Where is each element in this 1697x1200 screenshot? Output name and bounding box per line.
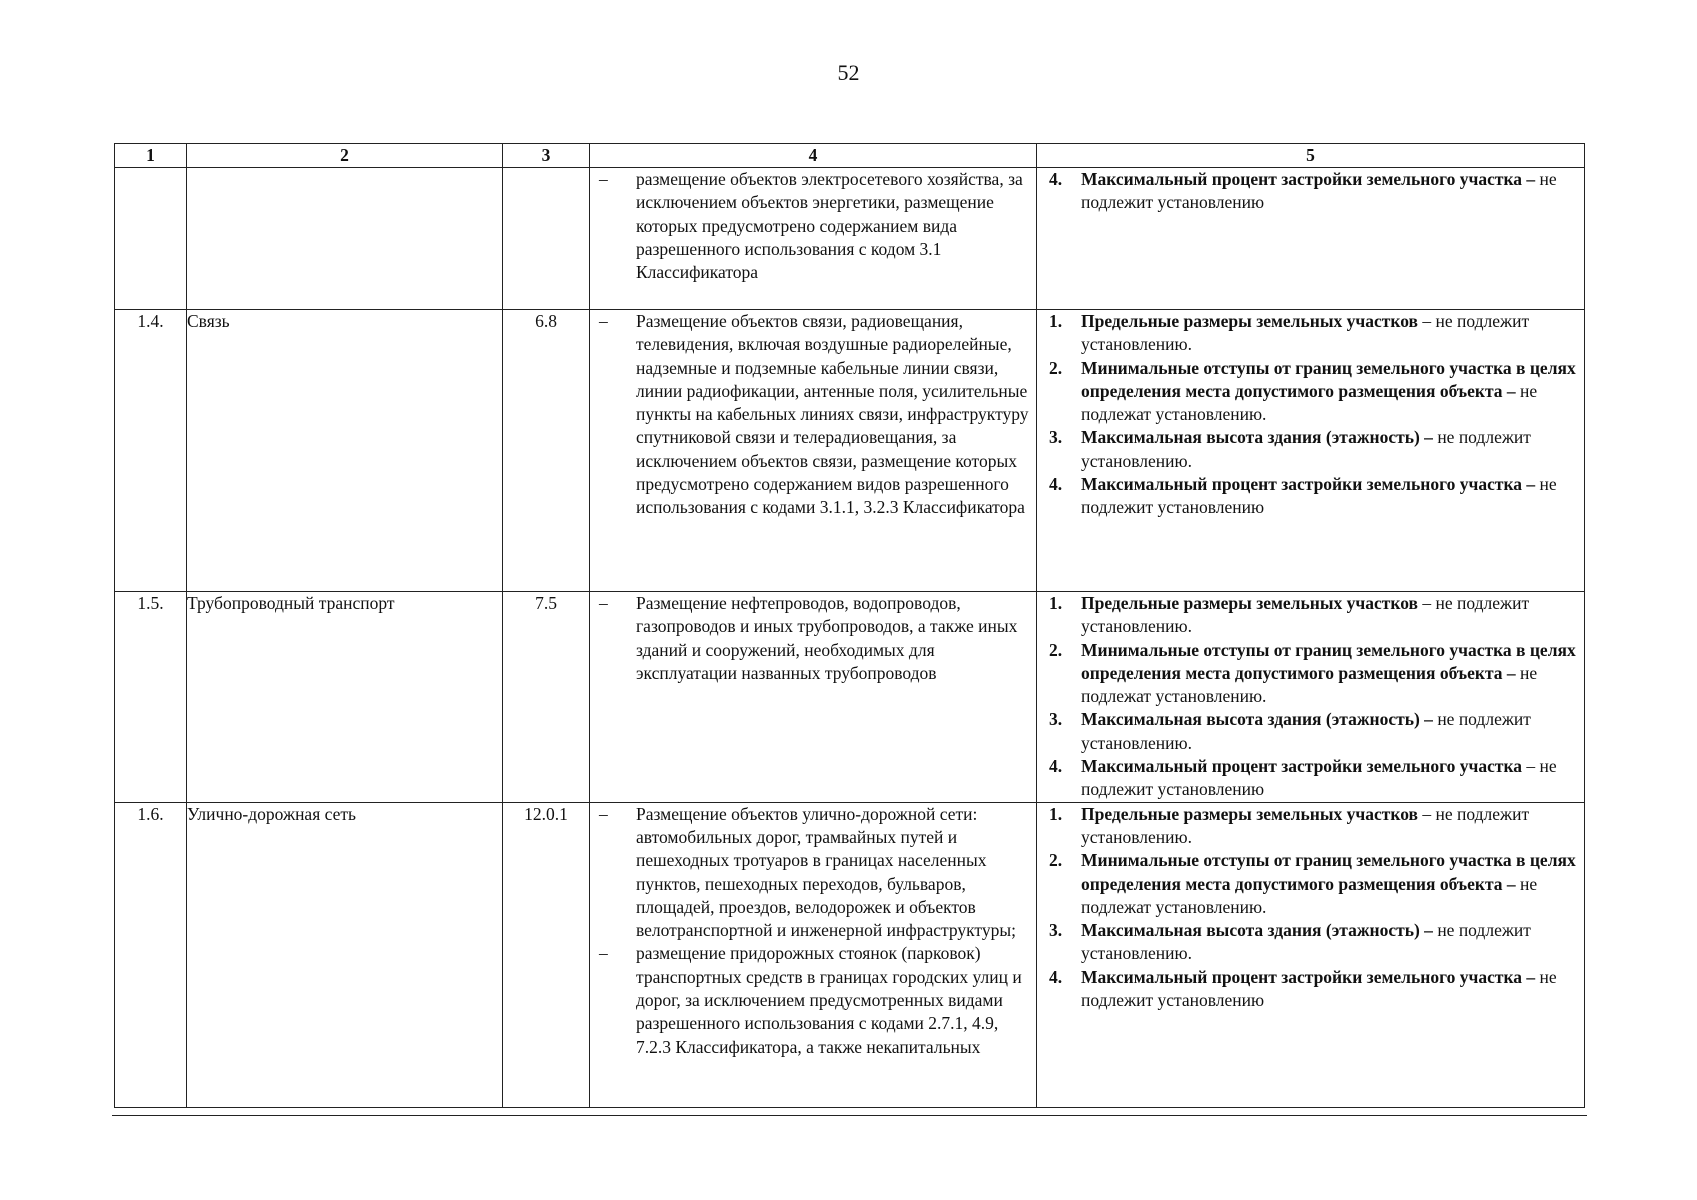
column-header: 2	[187, 144, 503, 168]
parameter-number: 4.	[1049, 169, 1063, 189]
use-type-name: Связь	[187, 310, 503, 592]
building-parameters	[1037, 592, 1585, 803]
parameter-item	[1037, 473, 1584, 520]
dash-bullet-icon: –	[599, 943, 608, 964]
parameter-value: не подлежит установлению	[1081, 966, 1557, 1011]
parameter-number: 3.	[1049, 920, 1063, 941]
parameter-number: 2.	[1049, 357, 1063, 378]
use-type-name: Улично-дорожная сеть	[187, 802, 503, 1107]
parameter-item	[1037, 310, 1584, 357]
use-type-name	[187, 168, 503, 310]
parameter-value: не подлежит установлению	[1081, 474, 1557, 518]
dash-bullet-icon: –	[599, 169, 608, 189]
parameter-title: Максимальный процент застройки земельного участка –	[1081, 169, 1536, 189]
row-number: 1.5.	[115, 592, 187, 803]
parameter-title: Максимальный процент застройки земельного участка –	[1081, 966, 1536, 987]
parameter-title: Минимальные отступы от границ земельного участка в целях определения места допустимого размещения объекта –	[1081, 850, 1576, 894]
parameter-number: 4.	[1049, 756, 1063, 777]
building-parameters	[1037, 802, 1585, 1107]
description-text: Размещение объектов связи, радиовещания, телевидения, включая воздушные радиорелейные, надземные и подземные кабельные линии связи, линии радиофикации, антенные поля, усилительные пункты на кабельных линиях связи, инфраструктуру спутниковой связи и телерадиовещания, за исключением объектов связи, размещение которых предусмотрено содержанием видов разрешенного использования с кодами 3.1.1, 3.2.3 Классификатора	[636, 311, 1029, 518]
parameter-number: 4.	[1049, 966, 1063, 987]
classifier-code: 6.8	[503, 310, 590, 592]
row-number: 1.6.	[115, 802, 187, 1107]
page-number: 52	[837, 60, 860, 85]
use-description	[590, 802, 1037, 1107]
parameter-title: Максимальная высота здания (этажность) –	[1081, 920, 1433, 941]
parameter-title: Максимальный процент застройки земельного участка –	[1081, 474, 1536, 495]
parameter-item	[1037, 708, 1584, 755]
column-header: 5	[1037, 144, 1585, 168]
row-number: 1.4.	[115, 310, 187, 592]
table-row	[115, 168, 1585, 310]
parameter-value: не подлежит установлению.	[1081, 920, 1531, 964]
description-text: Размещение нефтепроводов, водопроводов, газопроводов и иных трубопроводов, а также иных зданий и сооружений, необходимых для эксплуатации названных трубопроводов	[636, 593, 1018, 683]
dash-bullet-icon: –	[599, 593, 608, 613]
description-text: размещение придорожных стоянок (парковок) транспортных средств в границах городских улиц и дорог, за исключением предусмотренных видами разрешенного использования с кодами 2.7.1, 4.9, 7.2.3 Классификатора, а также некапитальных	[636, 943, 1022, 1057]
parameter-item	[1037, 426, 1584, 473]
column-header: 1	[115, 144, 187, 168]
description-text: размещение объектов электросетевого хозяйства, за исключением объектов энергетики, размещение которых предусмотрено содержанием вида разрешенного использования с кодом 3.1 Классификатора	[636, 169, 1023, 283]
parameter-title: Предельные размеры земельных участков	[1081, 593, 1418, 613]
parameter-number: 3.	[1049, 709, 1063, 730]
classifier-code: 7.5	[503, 592, 590, 803]
description-item	[590, 310, 1036, 520]
parameter-value: не подлежит установлению	[1081, 169, 1557, 213]
bottom-rule	[112, 1115, 1587, 1116]
parameter-value: не подлежит установлению.	[1081, 427, 1531, 471]
parameters-list	[1037, 803, 1584, 1013]
parameter-item	[1037, 639, 1584, 709]
table-row	[115, 802, 1585, 1107]
building-parameters	[1037, 168, 1585, 310]
parameter-number: 2.	[1049, 850, 1063, 871]
row-number	[115, 168, 187, 310]
parameter-item	[1037, 803, 1584, 850]
parameter-value: не подлежат установлению.	[1081, 662, 1538, 707]
use-description	[590, 310, 1037, 592]
parameter-title: Максимальный процент застройки земельного участка	[1081, 756, 1523, 777]
parameter-item	[1037, 357, 1584, 427]
parameters-list	[1037, 592, 1584, 802]
parameters-list	[1037, 310, 1584, 520]
classifier-code	[503, 168, 590, 310]
table-row	[115, 592, 1585, 803]
parameter-value: – не подлежит установлению.	[1081, 311, 1530, 355]
parameter-title: Минимальные отступы от границ земельного участка в целях определения места допустимого размещения объекта –	[1081, 639, 1576, 683]
building-parameters	[1037, 310, 1585, 592]
parameter-item	[1037, 168, 1584, 215]
parameter-item	[1037, 966, 1584, 1013]
parameter-item	[1037, 849, 1584, 919]
description-item	[590, 168, 1036, 284]
dash-bullet-icon: –	[599, 311, 608, 331]
description-item	[590, 592, 1036, 685]
parameter-value: не подлежат установлению.	[1081, 380, 1538, 425]
parameter-item	[1037, 592, 1584, 639]
parameter-title: Минимальные отступы от границ земельного участка в целях определения места допустимого размещения объекта –	[1081, 357, 1576, 401]
use-type-name: Трубопроводный транспорт	[187, 592, 503, 803]
description-list	[590, 168, 1036, 284]
parameter-number: 2.	[1049, 639, 1063, 660]
parameter-number: 1.	[1049, 593, 1063, 613]
parameter-value: – не подлежит установлению.	[1081, 803, 1530, 847]
parameter-value: – не подлежит установлению.	[1081, 593, 1530, 637]
parameter-value: не подлежат установлению.	[1081, 873, 1538, 917]
column-header: 4	[590, 144, 1037, 168]
parameter-title: Максимальная высота здания (этажность) –	[1081, 427, 1433, 448]
description-item	[590, 803, 1036, 943]
parameter-value: – не подлежит установлению	[1081, 756, 1557, 800]
column-header: 3	[503, 144, 590, 168]
dash-bullet-icon: –	[599, 803, 608, 824]
table-row	[115, 310, 1585, 592]
description-list	[590, 310, 1036, 520]
zoning-table	[114, 143, 1585, 1108]
parameter-title: Предельные размеры земельных участков	[1081, 311, 1418, 331]
parameter-number: 1.	[1049, 803, 1063, 824]
parameter-title: Максимальная высота здания (этажность) –	[1081, 709, 1433, 730]
use-description	[590, 592, 1037, 803]
parameters-list	[1037, 168, 1584, 215]
parameter-item	[1037, 919, 1584, 966]
table-header-row	[115, 144, 1585, 168]
parameter-number: 3.	[1049, 427, 1063, 448]
parameter-number: 4.	[1049, 474, 1063, 495]
description-item	[590, 942, 1036, 1058]
parameter-title: Предельные размеры земельных участков	[1081, 803, 1418, 824]
parameter-item	[1037, 755, 1584, 802]
description-list	[590, 803, 1036, 1059]
parameter-value: не подлежит установлению.	[1081, 709, 1531, 753]
description-list	[590, 592, 1036, 685]
table-body	[115, 168, 1585, 1108]
description-text: Размещение объектов улично-дорожной сети: автомобильных дорог, трамвайных путей и пешеходных тротуаров в границах населенных пунктов, пешеходных переходов, бульваров, площадей, проездов, велодорожек и объектов велотранспортной и инженерной инфраструктуры;	[636, 803, 1016, 941]
classifier-code: 12.0.1	[503, 802, 590, 1107]
use-description	[590, 168, 1037, 310]
parameter-number: 1.	[1049, 311, 1063, 331]
